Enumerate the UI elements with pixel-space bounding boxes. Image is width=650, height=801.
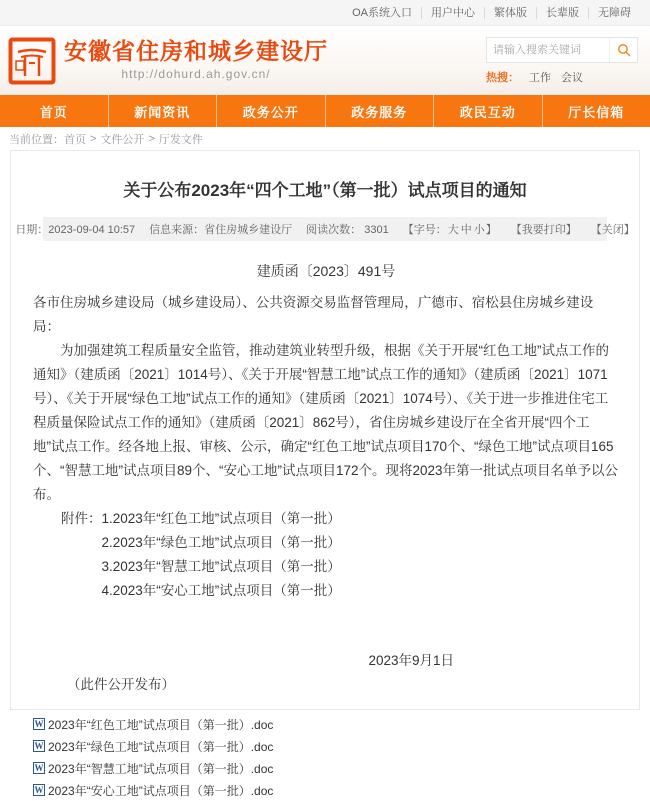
- attachment-item-assured: 4.2023年“安心工地”试点项目（第一批）: [102, 579, 341, 603]
- attachment-item-red: 1.2023年“红色工地”试点项目（第一批）: [102, 507, 341, 531]
- site-name: 安徽省住房和城乡建设厅: [64, 37, 328, 65]
- doc-link-label: 2023年“智慧工地”试点项目（第一批）.doc: [48, 760, 273, 777]
- meta-source: 信息来源：省住房城乡建设厅: [149, 221, 292, 237]
- attachment-item-smart: 3.2023年“智慧工地”试点项目（第一批）: [102, 555, 341, 579]
- meta-views: 阅读次数： 3301: [306, 221, 389, 237]
- hot-search-row: [486, 69, 583, 85]
- document-number: 建质函〔2023〕491号: [33, 259, 619, 283]
- article-meta-bar: [43, 217, 607, 241]
- font-size-medium-button[interactable]: 中: [461, 224, 472, 236]
- topbar-link-user-center[interactable]: 用户中心: [421, 7, 484, 19]
- article-container: [10, 150, 640, 710]
- doc-link-label: 2023年“安心工地”试点项目（第一批）.doc: [48, 782, 273, 799]
- site-brand[interactable]: [8, 37, 328, 85]
- topbar-link-oa[interactable]: OA系统入口: [343, 7, 421, 19]
- top-utility-bar: [0, 0, 650, 26]
- article-body: [33, 259, 619, 697]
- breadcrumb-home[interactable]: 首页: [64, 131, 86, 147]
- breadcrumb-file-disclosure[interactable]: 文件公开: [100, 131, 144, 147]
- doc-link-smart[interactable]: [33, 757, 639, 779]
- topbar-link-accessibility[interactable]: 无障碍: [588, 7, 640, 19]
- hot-search-term-work[interactable]: 工作: [529, 69, 551, 85]
- main-nav: [0, 95, 650, 127]
- word-doc-icon: W: [33, 740, 45, 752]
- search-icon: [617, 43, 631, 57]
- topbar-link-elderly[interactable]: 长辈版: [536, 7, 588, 19]
- site-logo-icon: [8, 37, 56, 85]
- article-title: 关于公布2023年“四个工地”（第一批）试点项目的通知: [41, 179, 609, 203]
- doc-link-green[interactable]: [33, 735, 639, 757]
- nav-item-gov-services[interactable]: 政务服务: [325, 95, 434, 127]
- font-size-small-button[interactable]: 小: [474, 224, 485, 236]
- close-button[interactable]: 【关闭】: [591, 221, 635, 237]
- hot-search-term-meeting[interactable]: 会议: [561, 69, 583, 85]
- attachment-download-links: [33, 713, 639, 801]
- word-doc-icon: W: [33, 718, 45, 730]
- main-paragraph: 为加强建筑工程质量安全监管，推动建筑业转型升级，根据《关于开展“红色工地”试点工作的通知》（建质函〔2021〕1014号）、《关于开展“智慧工地”试点工作的通知》（建质函〔2021〕1071号）、《关于开展“绿色工地”试点工作的通知》（建质函〔2021〕1074号）、《关于进一步推进住宅工程质量保险试点工作的通知》（建质函〔2021〕862号），省住房城乡建设厅在全省开展“四个工地”试点工作。经各地上报、审核、公示，确定“红色工地”试点项目170个、“绿色工地”试点项目165个、“智慧工地”试点项目89个、“安心工地”试点项目172个。现将2023年第一批试点项目名单予以公布。: [33, 339, 619, 507]
- breadcrumb: [0, 127, 650, 150]
- doc-link-red[interactable]: [33, 713, 639, 735]
- doc-link-label: 2023年“红色工地”试点项目（第一批）.doc: [48, 716, 273, 733]
- doc-link-label: 2023年“绿色工地”试点项目（第一批）.doc: [48, 738, 273, 755]
- attachment-list: [61, 507, 619, 603]
- word-doc-icon: W: [33, 784, 45, 796]
- breadcrumb-separator: >: [90, 133, 96, 145]
- word-doc-icon: W: [33, 762, 45, 774]
- breadcrumb-separator: >: [148, 133, 154, 145]
- site-header: [0, 26, 650, 95]
- print-button[interactable]: 【我要打印】: [511, 221, 577, 237]
- breadcrumb-dept-documents[interactable]: 厅发文件: [159, 131, 203, 147]
- site-url: http://dohurd.ah.gov.cn/: [64, 65, 328, 83]
- search-input[interactable]: [487, 44, 609, 56]
- attachment-list-label: 附件：: [61, 507, 102, 603]
- search-box: [486, 37, 638, 63]
- meta-font-size-control: [403, 221, 497, 237]
- nav-item-director-mailbox[interactable]: 厅长信箱: [542, 95, 650, 127]
- hot-search-label: 热搜：: [486, 69, 519, 85]
- attachment-items: [102, 507, 341, 603]
- font-size-prefix: 【字号：: [403, 224, 447, 236]
- search-button[interactable]: [609, 38, 637, 62]
- breadcrumb-label: 当前位置：: [9, 131, 64, 147]
- signature-date: 2023年9月1日: [33, 649, 619, 673]
- meta-date: 日期：2023-09-04 10:57: [15, 221, 135, 237]
- search-area: [486, 37, 638, 85]
- doc-link-assured[interactable]: [33, 779, 639, 801]
- brand-text: [64, 37, 328, 83]
- nav-item-home[interactable]: 首页: [0, 95, 108, 127]
- nav-item-interaction[interactable]: 政民互动: [433, 95, 542, 127]
- nav-item-gov-disclosure[interactable]: 政务公开: [216, 95, 325, 127]
- font-size-large-button[interactable]: 大: [448, 224, 459, 236]
- nav-item-news[interactable]: 新闻资讯: [108, 95, 217, 127]
- topbar-link-traditional[interactable]: 繁体版: [484, 7, 536, 19]
- salutation-paragraph: 各市住房城乡建设局（城乡建设局）、公共资源交易监督管理局，广德市、宿松县住房城乡建设局：: [33, 291, 619, 339]
- font-size-suffix: 】: [486, 224, 497, 236]
- publish-note: （此件公开发布）: [67, 673, 619, 697]
- attachment-item-green: 2.2023年“绿色工地”试点项目（第一批）: [102, 531, 341, 555]
